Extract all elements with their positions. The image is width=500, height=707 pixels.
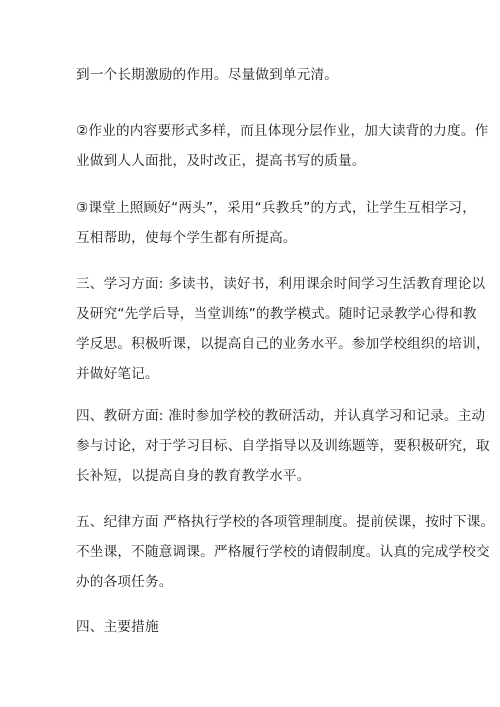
paragraph-study — [76, 269, 490, 389]
text-line: 三、学习方面: 多读书，读好书，利用课余时间学习生活教育理论以 — [76, 276, 486, 292]
paragraph-unit-clear — [76, 60, 436, 90]
section-heading-measures — [76, 612, 436, 642]
text-line: 参与讨论，对于学习目标、自学指导以及训练题等，要积极研究，取 — [76, 438, 490, 454]
text-line: 长补短，以提高自身的教育教学水平。 — [76, 468, 311, 484]
text-line: 互相帮助，使每个学生都有所提高。 — [76, 230, 297, 246]
text-line: 办的各项任务。 — [76, 574, 173, 590]
paragraph-homework — [76, 116, 489, 176]
text-line: 业做到人人面批，及时改正，提高书写的质量。 — [76, 153, 366, 169]
text-line: 四、主要措施 — [76, 619, 159, 635]
text-line: ③课堂上照顾好“两头”，采用“兵教兵”的方式，让学生互相学习， — [76, 200, 476, 216]
paragraph-classroom — [76, 193, 476, 253]
paragraph-discipline — [76, 507, 495, 597]
text-line: 五、纪律方面 严格执行学校的各项管理制度。提前侯课，按时下课。 — [76, 514, 495, 530]
paragraph-research — [76, 401, 490, 491]
text-line: 学反思。积极听课，以提高自己的业务水平。参加学校组织的培训， — [76, 336, 490, 352]
text-line: 及研究“先学后导，当堂训练”的教学模式。随时记录教学心得和教 — [76, 306, 477, 322]
text-line: 不坐课，不随意调课。严格履行学校的请假制度。认真的完成学校交 — [76, 544, 490, 560]
text-line: 到一个长期激励的作用。尽量做到单元清。 — [76, 67, 339, 83]
text-line: 并做好笔记。 — [76, 366, 159, 382]
text-line: ②作业的内容要形式多样，而且体现分层作业，加大读背的力度。作 — [76, 123, 489, 139]
text-line: 四、教研方面: 准时参加学校的教研活动，并认真学习和记录。主动 — [76, 408, 486, 424]
